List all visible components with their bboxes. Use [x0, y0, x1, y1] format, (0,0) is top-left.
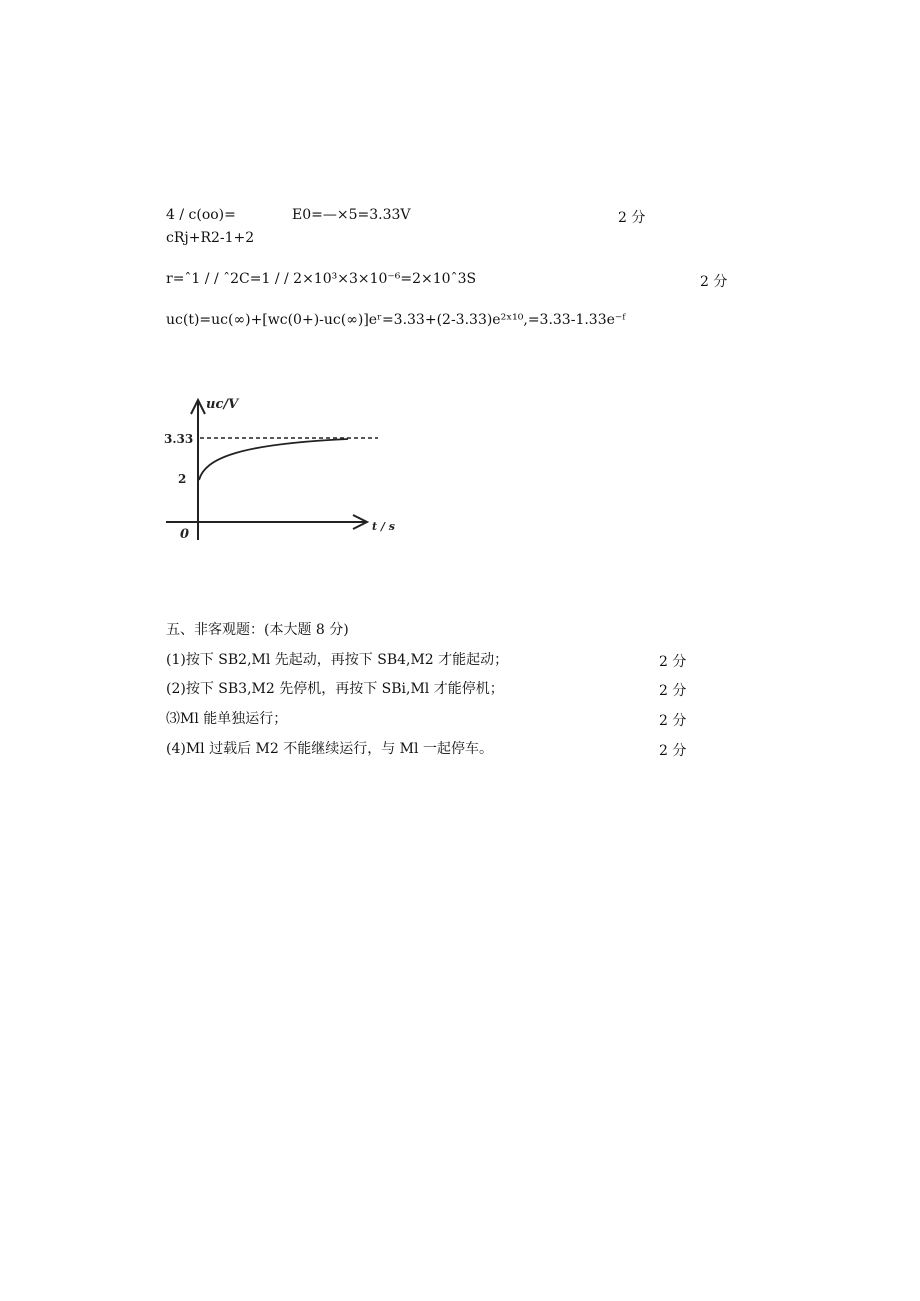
- score-line-1: 2 分: [618, 210, 646, 226]
- formula-line-1-mid: E0=—×5=3.33V: [292, 207, 411, 223]
- tick-label-3-33: 3.33: [164, 432, 194, 446]
- section5-item-4: (4)Ml 过载后 M2 不能继续运行，与 Ml 一起停车。: [166, 741, 493, 757]
- origin-label: 0: [180, 527, 190, 542]
- charging-curve: [199, 439, 348, 480]
- capacitor-voltage-graph: [160, 392, 410, 542]
- formula-line-3: r=ˆ1 / / ˆ2C=1 / / 2×10³×3×10⁻⁶=2×10ˆ3S: [166, 271, 477, 287]
- section5-item-2: (2)按下 SB3,M2 先停机，再按下 SBi,Ml 才能停机；: [166, 681, 504, 697]
- section5-item-2-score: 2 分: [659, 683, 687, 699]
- section5-heading: 五、非客观题：(本大题 8 分): [166, 622, 349, 638]
- tick-label-2: 2: [178, 472, 187, 486]
- formula-line-2: cRj+R2-1+2: [166, 230, 255, 246]
- y-axis-label: uc/V: [206, 397, 239, 412]
- section5-item-3-score: 2 分: [659, 713, 687, 729]
- formula-line-4: uc(t)=uc(∞)+[wc(0+)-uc(∞)]eʳ=3.33+(2-3.33)e²ˣ¹⁰,=3.33-1.33e⁻ᶠ: [166, 312, 626, 328]
- section5-item-1-score: 2 分: [659, 654, 687, 670]
- section5-item-4-score: 2 分: [659, 743, 687, 759]
- formula-line-1-left: 4 / c(oo)=: [166, 207, 236, 223]
- section5-item-3: ⑶Ml 能单独运行；: [166, 711, 288, 727]
- score-line-3: 2 分: [700, 274, 728, 290]
- x-axis-label: t / s: [372, 520, 395, 533]
- section5-item-1: (1)按下 SB2,Ml 先起动，再按下 SB4,M2 才能起动；: [166, 652, 509, 668]
